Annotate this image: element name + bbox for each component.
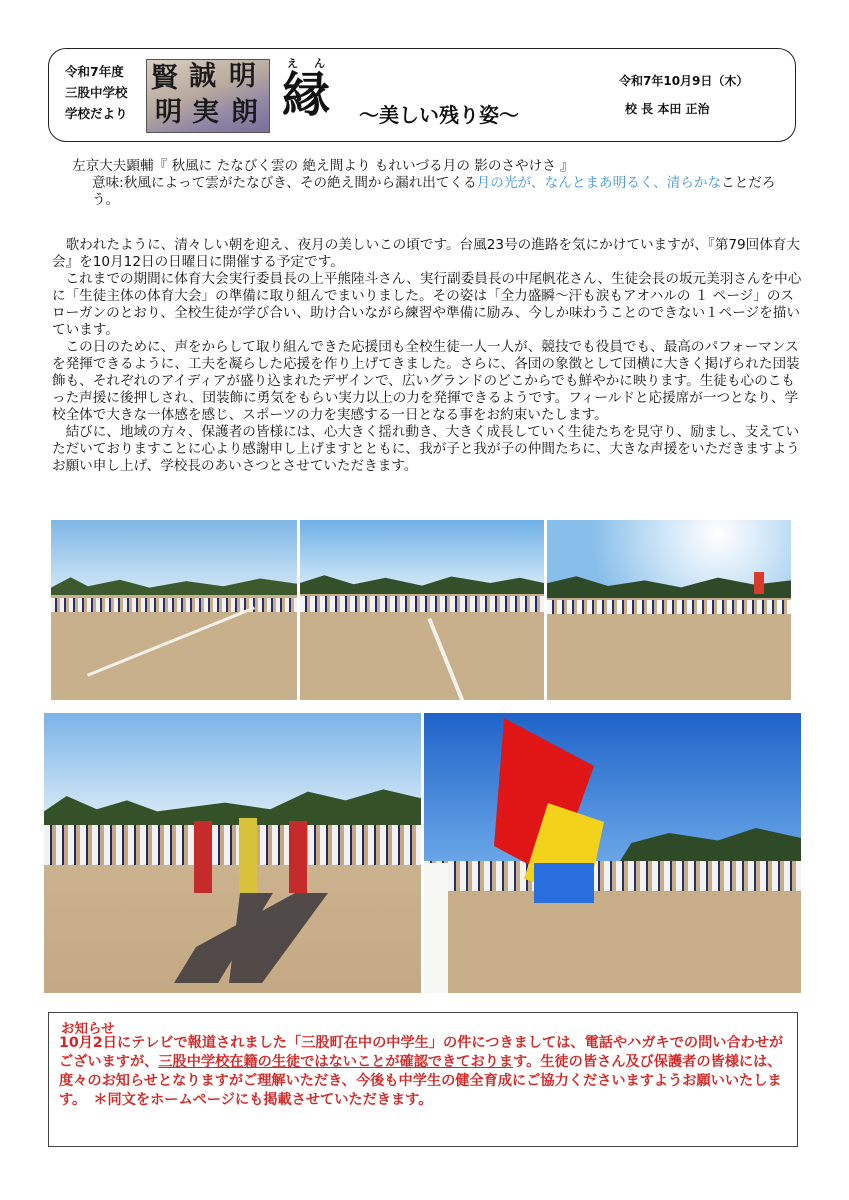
masthead-char: 賢 <box>151 63 178 94</box>
notice-body <box>59 1034 789 1110</box>
poem-meaning-suffix: ことだろう。 <box>92 175 776 208</box>
school-year: 令和7年度 <box>65 64 124 79</box>
header-left-info <box>65 61 128 124</box>
message-paragraph: この日のために、声をからして取り組んできた応援団も全校生徒一人一人が、競技でも役員でも、最高のパフォーマンスを発揮できるように、工夫を凝らした応援を作り上げてきました。さらに、各団の象徴として団横に大きく掲げられた団装飾も、それぞれのアイディアが盛り込まれたデザインで、広いグランドのどこからでも鮮やかに映ります。生徒も心のこもった声援に後押しされ、団装飾に勇気をもらい実力以上の力を発揮できるようです。フィールドと応援席が一つとなり、学校全体で大きな一体感を感じ、スポーツの力を実感する一日となる事をお約束いたします。 <box>52 339 800 423</box>
photo-flag-bearers <box>424 713 801 993</box>
poem-meaning-prefix: 意味:秋風によって雲がたなびき、その絶え間から漏れ出てくる <box>92 175 477 191</box>
title-ruby: えん <box>287 57 341 70</box>
notice-box <box>48 1012 798 1147</box>
masthead-char: 朗 <box>231 97 258 128</box>
notice-underlined-text: 三股中学校在籍の生徒ではないことが確認できておりま <box>158 1054 514 1070</box>
message-paragraph: 結びに、地域の方々、保護者の皆様には、心大きく揺れ動き、大きく成長していく生徒たちを見守り、励まし、支えていただいておりますことに心より感謝申し上げますとともに、我が子と我が子の仲間たちに、大きな声援をいただきますようお願い申し上げ、学校長のあいさつとさせていただきます。 <box>52 424 800 474</box>
masthead-char: 明 <box>229 61 256 92</box>
photo-sports-day-2 <box>300 520 544 700</box>
newsletter-label: 学校だより <box>65 106 128 121</box>
photo-cheer-squad-march <box>44 713 421 993</box>
masthead-logo <box>146 59 270 133</box>
principal-name: 校 長 本田 正治 <box>625 102 710 116</box>
poem-block <box>52 158 802 209</box>
photo-sports-day-1 <box>51 520 297 700</box>
principal-message <box>52 237 802 475</box>
newsletter-header <box>48 48 796 142</box>
poem-meaning <box>52 175 802 209</box>
issue-date: 令和7年10月9日（木） <box>619 74 749 88</box>
masthead-char: 誠 <box>189 61 216 92</box>
page-subtitle: ～美しい残り姿～ <box>359 103 519 127</box>
message-paragraph: 歌われたように、清々しい朝を迎え、夜月の美しいこの頃です。台風23号の進路を気にかけていますが、『第79回体育大会』を10月12日の日曜日に開催する予定です。 <box>52 237 800 270</box>
masthead-char: 明 <box>155 97 182 128</box>
notice-text: す。生徒の皆さん及び保護者の皆様には、度々のお知らせとなりますがご理解いただき、今後も中学生の健全育成にご協力くださいますようお願いいたします。 ＊同文をホームページにも掲載させていただきます。 <box>59 1054 782 1108</box>
masthead-char: 実 <box>192 97 219 128</box>
header-right-info <box>619 67 748 123</box>
message-paragraph: これまでの期間に体育大会実行委員長の上平熊陸斗さん、実行副委員長の中尾帆花さん、生徒会長の坂元美羽さんを中心に「生徒主体の体育大会」の準備に取り組んでまいりました。その姿は「全力盛瞬～汗も涙もアオハルの １ ページ」のスローガンのとおり、全校生徒が学び合い、助け合いながら練習や準備に励み、今しか味わうことのできない１ページを描いています。 <box>52 271 802 338</box>
poem-meaning-highlight: 月の光が、なんとまあ明るく、清らかな <box>476 175 722 191</box>
school-name: 三股中学校 <box>65 85 128 100</box>
poem-line: 左京大夫顕輔『 秋風に たなびく雲の 絶え間より もれいづる月の 影のさやけさ 』 <box>72 158 574 174</box>
photo-sports-day-3 <box>547 520 791 700</box>
notice-title: お知らせ <box>61 1021 115 1037</box>
notice-text: 10月2日にテレビで報道されました「三股町在中の中学生」の件につきましては、電話やハガキでの問い合わせがございますが、 <box>59 1035 784 1070</box>
page-title: 縁 <box>282 67 331 123</box>
